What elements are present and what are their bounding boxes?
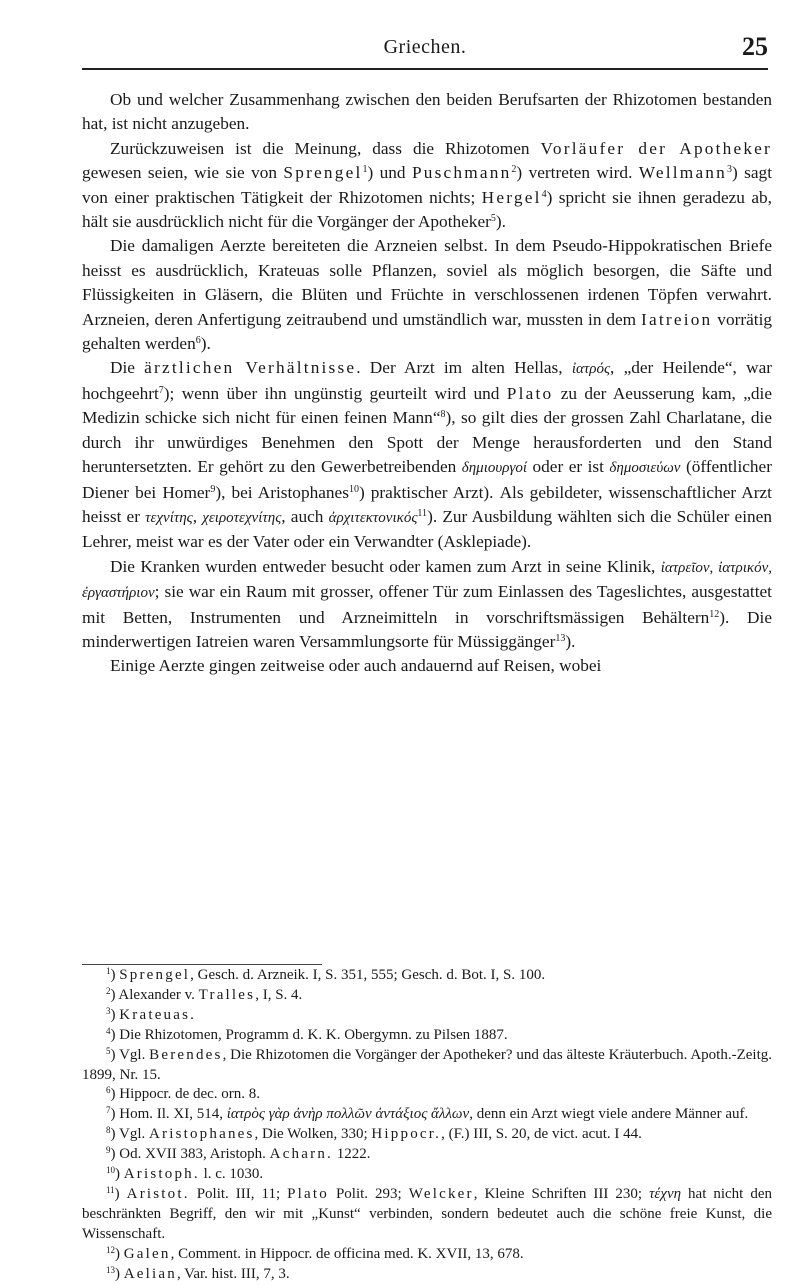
spaced-emphasis: Hippocr. xyxy=(371,1126,442,1143)
spaced-emphasis: Hergel xyxy=(481,187,542,207)
spaced-emphasis: Krateuas xyxy=(119,1006,191,1023)
text-run: , „der Heilende“, war hochgeehrt xyxy=(82,358,772,403)
text-run: ), bei Aristophanes xyxy=(215,482,349,502)
text-run: Ob und welcher Zusammenhang zwischen den beiden Berufsarten der Rhizotomen bestanden hat, ist nicht anzugeben. xyxy=(82,90,772,134)
spaced-emphasis: Aristoph. xyxy=(123,1166,200,1183)
footnote-4 xyxy=(82,1026,772,1046)
spaced-emphasis: Vorläufer der Apotheker xyxy=(540,138,773,158)
text-run: , I, S. 4. xyxy=(255,986,303,1003)
footnote-number: 2 xyxy=(106,985,111,996)
footnote-ref: 5 xyxy=(490,213,496,225)
text-run: Hippocr. de dec. orn. 8. xyxy=(119,1086,261,1103)
text-run: 1222. xyxy=(332,1146,371,1163)
text-run: Vgl. xyxy=(119,1046,150,1063)
text-run: ; sie war ein Raum mit grosser, offener Tür zum Einlassen des Tageslichtes, ausgestattet mit Betten, Instrumenten und Arzneimitteln in vorschriftsmässigen Behältern xyxy=(82,582,772,627)
text-run: hat nicht den beschränkten Begriff, den wir mit „Kunst“ verbinden, sondern bedeutet auch die schöne freie Kunst, die Wissenschaft. xyxy=(82,1185,773,1242)
text-run: , auch xyxy=(281,506,329,526)
text-run: gewesen seien, wie sie von xyxy=(82,163,284,183)
text-run: . xyxy=(190,1006,194,1023)
text-run: Die xyxy=(110,358,145,378)
footnote-number: 5 xyxy=(106,1045,111,1056)
footnote-10 xyxy=(82,1165,772,1185)
footnote-7 xyxy=(82,1105,772,1125)
text-run: Vgl. xyxy=(118,1126,149,1143)
footnote-2 xyxy=(82,986,772,1006)
text-run: Hom. Il. XI, 514, xyxy=(119,1106,227,1123)
greek-term: ἰατρεῖον, ἰατρικόν, ἐργαστήριον xyxy=(82,559,772,602)
text-run: ). Die minderwertigen Iatreien waren Versammlungsorte für Müssiggänger xyxy=(82,607,772,651)
footnote-1 xyxy=(82,966,772,986)
text-run: Einige Aerzte gingen zeitweise oder auch andauernd auf Reisen, wobei xyxy=(110,656,602,676)
text-run: vorrätig gehalten werden xyxy=(82,309,773,354)
footnote-ref: 11 xyxy=(417,507,428,519)
footnote-paren: ) xyxy=(110,1046,120,1063)
footnote-paren: ) xyxy=(110,1006,120,1023)
footnote-rule xyxy=(82,964,322,965)
footnote-9 xyxy=(82,1145,772,1165)
text-run: Die Kranken wurden entweder besucht oder kamen zum Arzt in seine Klinik, xyxy=(110,556,661,576)
footnote-paren: ) xyxy=(110,967,120,983)
text-run: Zurückzuweisen ist die Meinung, dass die Rhizotomen xyxy=(110,138,541,158)
greek-term: χειροτεχνίτης xyxy=(202,509,282,526)
footnote-paren: ) xyxy=(110,1146,120,1163)
spaced-emphasis: Wellmann xyxy=(638,163,727,183)
text-run: , Var. hist. III, 7, 3. xyxy=(176,1265,290,1282)
footnote-8 xyxy=(82,1125,772,1145)
spaced-emphasis: Acharn. xyxy=(269,1146,333,1163)
footnote-ref: 1 xyxy=(362,164,368,176)
footnote-number: 4 xyxy=(106,1025,111,1036)
footnote-paren: ) xyxy=(110,1086,120,1103)
text-run: (öffentlicher Diener bei Homer xyxy=(82,457,772,502)
spaced-emphasis: Galen xyxy=(123,1245,171,1262)
text-run: ) vertreten wird. xyxy=(516,163,639,183)
spaced-emphasis: Aelian xyxy=(123,1265,177,1282)
footnote-ref: 9 xyxy=(210,483,216,495)
text-run: Od. XVII 383, Aristoph. xyxy=(119,1146,270,1163)
text-run: , Die Rhizotomen die Vorgänger der Apotheker? und das älteste Kräuterbuch. Apoth.-Zeitg. 1899, Nr. 15. xyxy=(82,1046,773,1083)
text-run: ). xyxy=(495,212,506,232)
text-run: , Comment. in Hippocr. de officina med. K. XVII, 13, 678. xyxy=(170,1245,524,1262)
spaced-emphasis: Aristophanes xyxy=(148,1126,255,1143)
footnote-paren: ) xyxy=(110,1026,120,1043)
spaced-emphasis: Berendes xyxy=(149,1046,223,1063)
spaced-emphasis: Aristot. xyxy=(126,1185,190,1202)
footnote-paren: ) xyxy=(115,1265,124,1282)
footnote-number: 3 xyxy=(106,1005,111,1016)
paragraph-p6 xyxy=(82,654,772,678)
footnote-number: 9 xyxy=(106,1145,111,1156)
footnote-ref: 10 xyxy=(348,483,359,495)
footnote-number: 8 xyxy=(106,1125,111,1136)
footnote-number: 11 xyxy=(106,1184,115,1195)
footnote-ref: 13 xyxy=(555,632,566,644)
text-run: zu der Aeusserung kam, „die Medizin schicke sich nicht für einen feinen Mann“ xyxy=(82,383,772,428)
footnote-ref: 2 xyxy=(511,164,517,176)
greek-term: τέχνη xyxy=(649,1185,682,1202)
greek-term: δημιουργοί xyxy=(461,460,528,477)
footnote-paren: ) xyxy=(110,1126,119,1143)
spaced-emphasis: Plato xyxy=(287,1185,329,1202)
text-run: ) spricht sie ihnen geradezu ab, hält sie ausdrücklich nicht für die Vorgänger der Apotheker xyxy=(82,187,772,232)
text-run: ) sagt von einer praktischen Tätigkeit der Rhizotomen nichts; xyxy=(82,163,772,207)
text-run: l. c. 1030. xyxy=(199,1166,264,1183)
greek-term: δημοσιεύων xyxy=(609,460,681,477)
greek-term: ἀρχιτεκτονικός xyxy=(328,509,418,526)
footnote-paren: ) xyxy=(115,1166,124,1183)
spaced-emphasis: Puschmann xyxy=(411,163,512,183)
text-run: ). Zur Ausbildung wählten sich die Schüler einen Lehrer, meist war es der Vater oder ein Verwandter (Asklepiade). xyxy=(82,506,772,552)
text-run: , Gesch. d. Arzneik. I, S. 351, 555; Gesch. d. Bot. I, S. 100. xyxy=(190,967,546,983)
greek-term: ἰατρός xyxy=(571,361,611,378)
footnote-ref: 7 xyxy=(158,384,164,396)
footnote-ref: 6 xyxy=(195,335,201,347)
running-title: Griechen. xyxy=(383,36,467,58)
spaced-emphasis: Tralles xyxy=(198,986,256,1003)
greek-term: τεχνίτης xyxy=(145,509,193,526)
footnote-ref: 12 xyxy=(709,608,720,620)
footnote-ref: 3 xyxy=(727,164,732,176)
footnote-number: 10 xyxy=(106,1165,115,1176)
text-run: . Der Arzt im alten Hellas, xyxy=(356,358,572,378)
paragraph-p4 xyxy=(82,356,772,554)
spaced-emphasis: Plato xyxy=(506,383,554,403)
text-run: Polit. III, 11; xyxy=(189,1185,288,1202)
main-text xyxy=(82,88,772,679)
spaced-emphasis: Iatreion xyxy=(641,309,713,329)
footnote-6 xyxy=(82,1085,772,1105)
footnote-number: 7 xyxy=(106,1105,111,1116)
footnote-number: 6 xyxy=(106,1085,111,1096)
footnote-ref: 4 xyxy=(541,188,547,200)
footnote-number: 1 xyxy=(106,966,111,976)
text-run: , (F.) III, S. 20, de vict. acut. I 44. xyxy=(441,1126,642,1143)
footnote-paren: ) xyxy=(110,1106,120,1123)
footnote-paren: ) xyxy=(110,986,119,1003)
footnote-number: 12 xyxy=(106,1244,115,1255)
paragraph-p5 xyxy=(82,555,772,655)
footnote-3 xyxy=(82,1006,772,1026)
text-run: Polit. 293; xyxy=(328,1185,409,1202)
page-number: 25 xyxy=(742,32,768,61)
text-run: , denn ein Arzt wiegt viele andere Männer auf. xyxy=(469,1106,749,1123)
text-run: , Die Wolken, 330; xyxy=(254,1126,372,1143)
spaced-emphasis: ärztlichen Verhältnisse xyxy=(144,358,357,378)
text-run: ). xyxy=(565,631,576,651)
footnote-11 xyxy=(82,1185,772,1245)
text-run: Die damaligen Aerzte bereiteten die Arzneien selbst. In dem Pseudo-Hippokratischen Briefe heisst es ausdrücklich, Krateuas solle Pflanzen, soviel als möglich besorgen, die Säfte und Flüssigkeiten in Gläsern, die Blüten und Früchte in verschlossenen irdenen Töpfen verwahrt. Arzneien, deren Anfertigung zeitraubend und umständlich war, mussten in dem xyxy=(82,236,772,329)
spaced-emphasis: Sprengel xyxy=(283,163,363,183)
text-run: ); wenn über ihn ungünstig geurteilt wird und xyxy=(163,383,507,403)
footnote-paren: ) xyxy=(115,1245,124,1262)
text-run: , xyxy=(192,506,203,526)
footnote-paren: ) xyxy=(114,1185,127,1202)
text-run: ). xyxy=(200,334,211,354)
text-run: ) praktischer Arzt). Als gebildeter, wissenschaftlicher Arzt heisst er xyxy=(82,482,772,526)
text-run: oder er ist xyxy=(527,457,610,477)
footnote-13 xyxy=(82,1265,772,1285)
greek-term: ἰατρὸς γὰρ ἀνὴρ πολλῶν ἀντάξιος ἄλλων xyxy=(226,1106,470,1123)
text-run: ), so gilt dies der grossen Zahl Charlatane, die durch ihr unwürdiges Benehmen den Spott der Menge herausforderten und den Stand heruntersetzten. Er gehört zu den Gewerbetreibenden xyxy=(82,408,773,477)
paragraph-p3 xyxy=(82,234,772,356)
footnote-ref: 8 xyxy=(440,409,446,421)
spaced-emphasis: Welcker xyxy=(408,1185,474,1202)
spaced-emphasis: Sprengel xyxy=(119,967,191,983)
text-run: Die Rhizotomen, Programm d. K. K. Obergymn. zu Pilsen 1887. xyxy=(119,1026,508,1043)
text-run: Alexander v. xyxy=(118,986,199,1003)
text-run: ) und xyxy=(367,163,412,183)
text-run: , Kleine Schriften III 230; xyxy=(473,1185,650,1202)
footnote-12 xyxy=(82,1245,772,1265)
footnotes xyxy=(82,966,772,1285)
paragraph-p1 xyxy=(82,88,772,137)
running-head xyxy=(82,30,768,70)
footnote-number: 13 xyxy=(106,1264,115,1275)
footnote-5 xyxy=(82,1046,772,1086)
paragraph-p2 xyxy=(82,137,772,235)
